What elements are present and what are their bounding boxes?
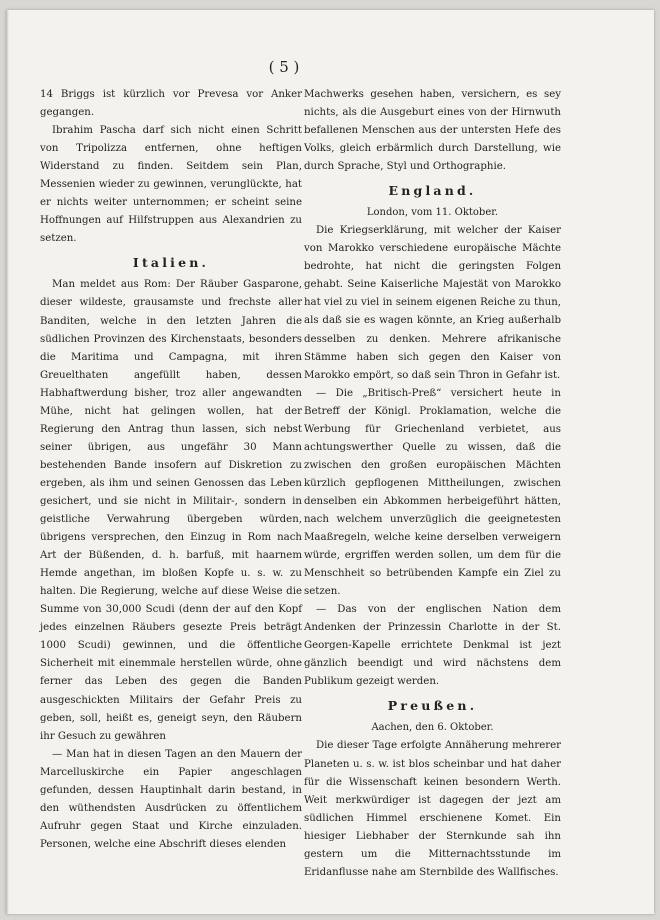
dateline-london: London, vom 11. Oktober. xyxy=(366,207,499,219)
intro-paragraph-1: 14 Briggs ist kürzlich vor Prevesa vor Anker gegangen. xyxy=(40,89,302,119)
intro-paragraph-2: Ibrahim Pascha darf sich nicht einen Schritt von Tripolizza entfernen, ohne heftigen Widerstand zu finden. Seitdem sein Plan, Messenien wieder zu gewinnen, verunglückte, hat er nichts weiter unternommen; er scheint seine Hoffnungen auf Hilfstruppen aus Alexandrien zu setzen. xyxy=(40,125,302,245)
england-paragraph-2: — Die „Britisch-Preß“ versichert heute in Betreff der Königl. Proklamation, welche die Werbung für Griechenland verbietet, aus achtungswerther Quelle zu wissen, daß die zwischen den großen europäischen Mächten kürzlich gepflogenen Mittheilungen, zwischen denselben ein Abkommen herbeigeführt hätten, nach welchem unverzüglich die geeignetesten Maaßregeln, welche keine derselben verweigern würde, ergriffen werden sollen, um dem für die Menschheit so betrübenden Kampfe ein Ziel zu setzen. xyxy=(304,387,561,598)
italy-paragraph-2: — Man hat in diesen Tagen an den Mauern der Marcelluskirche ein Papier angeschlagen gefunden, dessen Hauptinhalt darin bestand, in den wüthendsten Ausdrücken zu öffentlichem Aufruhr gegen Staat und Kirche einzuladen. Personen, welche eine Abschrift dieses elenden xyxy=(40,748,302,850)
section-heading-england: England. xyxy=(388,183,477,199)
left-column xyxy=(40,86,302,854)
section-heading-italy: Italien. xyxy=(132,255,210,271)
scan-shadow-edge xyxy=(6,10,9,914)
dateline-aachen: Aachen, den 6. Oktober. xyxy=(371,722,494,734)
prussia-paragraph-1: Die dieser Tage erfolgte Annäherung mehrerer Planeten u. s. w. ist blos scheinbar und hat daher für die Wissenschaft keinen besondern Werth. Weit merkwürdiger ist dagegen der jezt am südlichen Himmel erschienene Komet. Ein hiesiger Liebhaber der Sternkunde sah ihn gestern um die Mitternachtsstunde im Eridanflusse nahe am Sternbilde des Wallfisches. xyxy=(304,740,561,878)
page-number: ( 5 ) xyxy=(268,58,300,76)
italy-paragraph-1: Man meldet aus Rom: Der Räuber Gasparone, dieser wildeste, grausamste und frechste aller Banditen, welche in den letzten Jahren die südlichen Provinzen des Kirchenstaats, besonders die Maritima und Campagna, mit ihren Greuelthaten angefüllt haben, dessen Habhaftwerdung bisher, troz aller angewandten Mühe, nicht hat gelingen wollen, hat der Regierung den Antrag thun lassen, sich nebst seiner übrigen, aus ungefähr 30 Mann bestehenden Bande insofern auf Diskretion zu ergeben, als ihm und seinen Genossen das Leben gesichert, und sie nicht in Militair-, sondern in geistliche Verwahrung übergeben würden, übrigens versprechen, den Einzug in Rom nach Art der Büßenden, d. h. barfuß, mit haarnem Hemde angethan, im bloßen Kopfe u. s. w. zu halten. Die Regierung, welche auf diese Weise die Summe von 30,000 Scudi (denn der auf den Kopf jedes einzelnen Räubers gesezte Preis beträgt 1000 Scudi) gewinnen, und die öffentliche Sicherheit mit einemmale herstellen würde, ohne ferner das Leben des gegen die Banden ausgeschickten Militairs der Gefahr Preis zu geben, soll, heißt es, geneigt seyn, den Räubern ihr Gesuch zu gewähren xyxy=(40,279,302,742)
right-column xyxy=(304,86,561,882)
continuation-paragraph: Machwerks gesehen haben, versichern, es sey nichts, als die Ausgeburt eines von der Hirnwuth befallenen Menschen aus der untersten Hefe des Volks, gleich erbärmlich durch Darstellung, wie durch Sprache, Styl und Orthographie. xyxy=(304,89,561,173)
england-paragraph-1: Die Kriegserklärung, mit welcher der Kaiser von Marokko verschiedene europäische Mächte bedrohte, hat nicht die geringsten Folgen gehabt. Seine Kaiserliche Majestät von Marokko hat viel zu viel in seinem eigenen Reiche zu thun, als daß sie es wagen könnte, an Krieg außerhalb desselben zu denken. Mehrere afrikanische Stämme haben sich gegen den Kaiser von Marokko empört, so daß sein Thron in Gefahr ist. xyxy=(304,225,561,381)
england-paragraph-3: — Das von der englischen Nation dem Andenken der Prinzessin Charlotte in der St. Georgen-Kapelle errichtete Denkmal ist jezt gänzlich beendigt und wird nächstens dem Publikum gezeigt werden. xyxy=(304,604,561,688)
section-heading-prussia: Preußen. xyxy=(387,698,478,714)
